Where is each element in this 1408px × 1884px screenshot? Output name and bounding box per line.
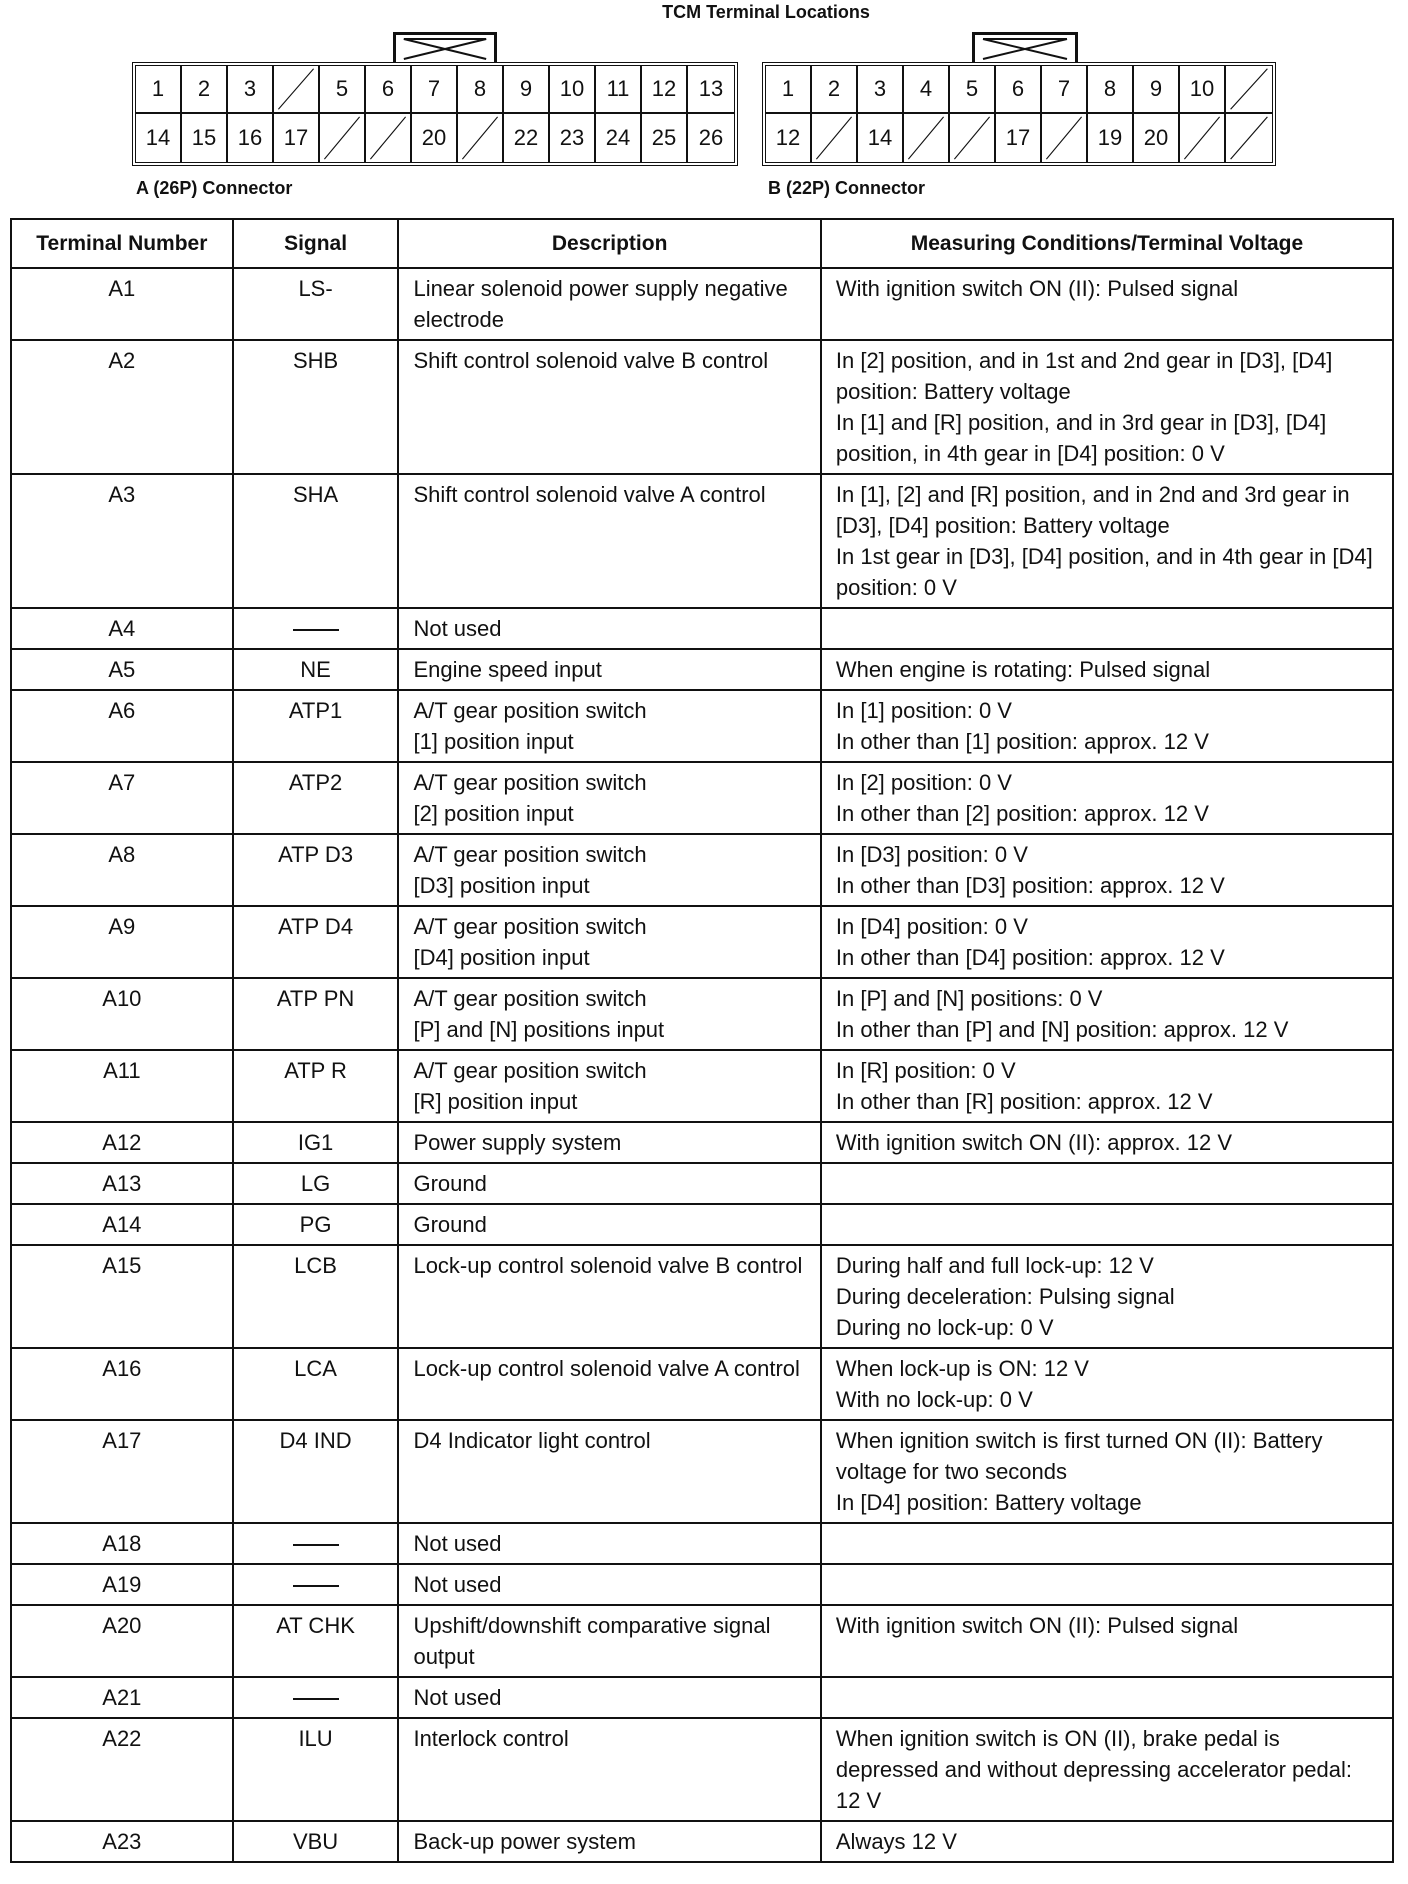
connector-b-cavity-empty xyxy=(1042,114,1088,162)
signal-cell: AT CHK xyxy=(233,1605,399,1677)
measuring-conditions-cell: In [2] position: 0 V In other than [2] position: approx. 12 V xyxy=(821,762,1393,834)
connector-b-cavity-empty xyxy=(1226,114,1272,162)
terminal-table xyxy=(10,218,1394,1863)
connector-b-pin: 2 xyxy=(812,66,858,114)
terminal-number-cell: A8 xyxy=(11,834,233,906)
terminal-number-cell: A12 xyxy=(11,1122,233,1163)
connector-a-lock-tab xyxy=(393,32,497,62)
description-cell: A/T gear position switch [2] position input xyxy=(398,762,820,834)
terminal-number-cell: A22 xyxy=(11,1718,233,1821)
connector-b-pin: 14 xyxy=(858,114,904,162)
description-cell: Power supply system xyxy=(398,1122,820,1163)
connector-a-pin: 26 xyxy=(698,125,724,150)
dash-placeholder xyxy=(293,1585,339,1587)
connector-b-cavity-empty xyxy=(812,114,858,162)
table-row xyxy=(11,834,1393,906)
signal-cell xyxy=(233,608,399,649)
table-row xyxy=(11,1163,1393,1204)
description-cell: Not used xyxy=(398,1523,820,1564)
terminal-number-cell: A11 xyxy=(11,1050,233,1122)
terminal-number-cell: A23 xyxy=(11,1821,233,1862)
measuring-conditions-cell: With ignition switch ON (II): Pulsed signal xyxy=(821,1605,1393,1677)
connector-a-pin: 23 xyxy=(550,114,596,162)
connector-b-cavity-empty xyxy=(950,114,996,162)
signal-cell xyxy=(233,1523,399,1564)
page-title: TCM Terminal Locations xyxy=(662,2,870,22)
table-row xyxy=(11,1564,1393,1605)
table-row xyxy=(11,1677,1393,1718)
connector-a-pin: 25 xyxy=(642,114,688,162)
table-row xyxy=(11,690,1393,762)
terminal-number-cell: A2 xyxy=(11,340,233,474)
description-cell: A/T gear position switch [D3] position input xyxy=(398,834,820,906)
signal-cell xyxy=(233,1564,399,1605)
connector-b-pin: 5 xyxy=(950,66,996,114)
table-row xyxy=(11,1348,1393,1420)
connector-a-pin: 24 xyxy=(596,114,642,162)
signal-cell: SHB xyxy=(233,340,399,474)
description-cell: A/T gear position switch [P] and [N] positions input xyxy=(398,978,820,1050)
table-row xyxy=(11,1204,1393,1245)
description-cell: A/T gear position switch [D4] position input xyxy=(398,906,820,978)
measuring-conditions-cell: When ignition switch is first turned ON (II): Battery voltage for two seconds In [D4] position: Battery voltage xyxy=(821,1420,1393,1523)
signal-cell: LCB xyxy=(233,1245,399,1348)
description-cell: Back-up power system xyxy=(398,1821,820,1862)
measuring-conditions-cell: In [P] and [N] positions: 0 V In other than [P] and [N] position: approx. 12 V xyxy=(821,978,1393,1050)
table-row xyxy=(11,1420,1393,1523)
table-row xyxy=(11,474,1393,608)
connector-a-pin: 6 xyxy=(366,66,412,114)
header-signal: Signal xyxy=(233,219,399,268)
connector-a-pin: 1 xyxy=(136,66,182,114)
description-cell: A/T gear position switch [1] position input xyxy=(398,690,820,762)
table-row xyxy=(11,1821,1393,1862)
connector-b-pin: 3 xyxy=(858,66,904,114)
terminal-number-cell: A13 xyxy=(11,1163,233,1204)
table-row xyxy=(11,608,1393,649)
terminal-number-cell: A10 xyxy=(11,978,233,1050)
table-row xyxy=(11,268,1393,340)
connector-a-diagram xyxy=(132,62,738,166)
connector-b-diagram xyxy=(762,62,1276,166)
description-cell: Lock-up control solenoid valve A control xyxy=(398,1348,820,1420)
header-description: Description xyxy=(398,219,820,268)
connector-a-cavity-empty xyxy=(458,114,504,162)
connector-a-pin: 11 xyxy=(596,66,642,114)
table-row xyxy=(11,762,1393,834)
measuring-conditions-cell: With ignition switch ON (II): Pulsed signal xyxy=(821,268,1393,340)
signal-cell: SHA xyxy=(233,474,399,608)
terminal-number-cell: A16 xyxy=(11,1348,233,1420)
connector-b-pin: 6 xyxy=(996,66,1042,114)
signal-cell: ATP D4 xyxy=(233,906,399,978)
signal-cell: ILU xyxy=(233,1718,399,1821)
signal-cell: ATP1 xyxy=(233,690,399,762)
measuring-conditions-cell: In [2] position, and in 1st and 2nd gear in [D3], [D4] position: Battery voltage In [1] and [R] position, and in 3rd gear in [D3], [D4] position, in 4th gear in [D4] position: 0 V xyxy=(821,340,1393,474)
description-cell: Shift control solenoid valve B control xyxy=(398,340,820,474)
connector-b-cavity-empty xyxy=(1226,66,1272,114)
connector-b-pin: 17 xyxy=(996,114,1042,162)
dash-placeholder xyxy=(293,1698,339,1700)
terminal-number-cell: A5 xyxy=(11,649,233,690)
signal-cell xyxy=(233,1677,399,1718)
description-cell: Upshift/downshift comparative signal output xyxy=(398,1605,820,1677)
connector-a-pin: 20 xyxy=(412,114,458,162)
description-cell: Shift control solenoid valve A control xyxy=(398,474,820,608)
description-cell: Ground xyxy=(398,1163,820,1204)
connector-a-cavity-empty xyxy=(366,114,412,162)
terminal-number-cell: A18 xyxy=(11,1523,233,1564)
table-row xyxy=(11,978,1393,1050)
measuring-conditions-cell: In [D3] position: 0 V In other than [D3] position: approx. 12 V xyxy=(821,834,1393,906)
measuring-conditions-cell: During half and full lock-up: 12 V During deceleration: Pulsing signal During no lock-up: 0 V xyxy=(821,1245,1393,1348)
signal-cell: ATP PN xyxy=(233,978,399,1050)
connector-b-cavity-empty xyxy=(904,114,950,162)
measuring-conditions-cell xyxy=(821,1564,1393,1605)
table-row xyxy=(11,1605,1393,1677)
dash-placeholder xyxy=(293,1544,339,1546)
connector-a-pin: 15 xyxy=(182,114,228,162)
signal-cell: VBU xyxy=(233,1821,399,1862)
measuring-conditions-cell xyxy=(821,1204,1393,1245)
signal-cell: ATP D3 xyxy=(233,834,399,906)
description-cell: D4 Indicator light control xyxy=(398,1420,820,1523)
connector-b-pin: 7 xyxy=(1042,66,1088,114)
connector-a-pin: 17 xyxy=(274,114,320,162)
dash-placeholder xyxy=(293,629,339,631)
measuring-conditions-cell xyxy=(821,1677,1393,1718)
terminal-number-cell: A21 xyxy=(11,1677,233,1718)
description-cell: Engine speed input xyxy=(398,649,820,690)
terminal-number-cell: A4 xyxy=(11,608,233,649)
connector-a-pin: 14 xyxy=(136,114,182,162)
terminal-number-cell: A7 xyxy=(11,762,233,834)
header-terminal-number: Terminal Number xyxy=(11,219,233,268)
connector-b-pin: 4 xyxy=(904,66,950,114)
table-row xyxy=(11,1245,1393,1348)
connector-a-pin: 2 xyxy=(182,66,228,114)
connector-a-pin: 9 xyxy=(504,66,550,114)
table-row xyxy=(11,1718,1393,1821)
table-row xyxy=(11,340,1393,474)
connector-a-pin: 13 xyxy=(688,66,734,114)
table-row xyxy=(11,1050,1393,1122)
measuring-conditions-cell: With ignition switch ON (II): approx. 12 V xyxy=(821,1122,1393,1163)
measuring-conditions-cell: In [D4] position: 0 V In other than [D4] position: approx. 12 V xyxy=(821,906,1393,978)
measuring-conditions-cell xyxy=(821,608,1393,649)
measuring-conditions-cell: Always 12 V xyxy=(821,1821,1393,1862)
description-cell: Ground xyxy=(398,1204,820,1245)
description-cell: Interlock control xyxy=(398,1718,820,1821)
table-header-row xyxy=(11,219,1393,268)
terminal-number-cell: A17 xyxy=(11,1420,233,1523)
measuring-conditions-cell xyxy=(821,1163,1393,1204)
description-cell: Lock-up control solenoid valve B control xyxy=(398,1245,820,1348)
connector-b-pin: 10 xyxy=(1180,66,1226,114)
terminal-number-cell: A15 xyxy=(11,1245,233,1348)
signal-cell: PG xyxy=(233,1204,399,1245)
connector-a-pin: 5 xyxy=(320,66,366,114)
description-cell: A/T gear position switch [R] position input xyxy=(398,1050,820,1122)
description-cell: Not used xyxy=(398,1564,820,1605)
connector-b-lock-tab xyxy=(972,32,1078,62)
connector-b-label: B (22P) Connector xyxy=(768,178,926,198)
measuring-conditions-cell: In [1], [2] and [R] position, and in 2nd and 3rd gear in [D3], [D4] position: Battery voltage In 1st gear in [D3], [D4] position, and in 4th gear in [D4] position: 0 V xyxy=(821,474,1393,608)
terminal-number-cell: A3 xyxy=(11,474,233,608)
connector-a-cavity-empty xyxy=(320,114,366,162)
signal-cell: ATP2 xyxy=(233,762,399,834)
terminal-number-cell: A14 xyxy=(11,1204,233,1245)
terminal-number-cell: A6 xyxy=(11,690,233,762)
connector-a-pin: 10 xyxy=(550,66,596,114)
measuring-conditions-cell: In [1] position: 0 V In other than [1] position: approx. 12 V xyxy=(821,690,1393,762)
measuring-conditions-cell: When ignition switch is ON (II), brake pedal is depressed and without depressing accelerator pedal: 12 V xyxy=(821,1718,1393,1821)
table-row xyxy=(11,1523,1393,1564)
terminal-number-cell: A19 xyxy=(11,1564,233,1605)
header-measuring-conditions: Measuring Conditions/Terminal Voltage xyxy=(821,219,1393,268)
table-row xyxy=(11,649,1393,690)
connector-a-pin: 3 xyxy=(228,66,274,114)
measuring-conditions-cell xyxy=(821,1523,1393,1564)
terminal-number-cell: A1 xyxy=(11,268,233,340)
connector-a-pin: 7 xyxy=(412,66,458,114)
connector-b-pin: 9 xyxy=(1134,66,1180,114)
terminal-number-cell: A20 xyxy=(11,1605,233,1677)
connector-a-pin: 12 xyxy=(642,66,688,114)
table-row xyxy=(11,906,1393,978)
measuring-conditions-cell: In [R] position: 0 V In other than [R] position: approx. 12 V xyxy=(821,1050,1393,1122)
connector-a-pin: 16 xyxy=(228,114,274,162)
description-cell: Not used xyxy=(398,608,820,649)
connector-a-label: A (26P) Connector xyxy=(136,178,293,198)
description-cell: Not used xyxy=(398,1677,820,1718)
signal-cell: LG xyxy=(233,1163,399,1204)
connector-a-pin: 8 xyxy=(458,66,504,114)
connector-b-pin: 12 xyxy=(766,114,812,162)
signal-cell: ATP R xyxy=(233,1050,399,1122)
signal-cell: LS- xyxy=(233,268,399,340)
signal-cell: D4 IND xyxy=(233,1420,399,1523)
connector-b-pin: 19 xyxy=(1088,114,1134,162)
measuring-conditions-cell: When lock-up is ON: 12 V With no lock-up: 0 V xyxy=(821,1348,1393,1420)
signal-cell: LCA xyxy=(233,1348,399,1420)
connector-a-pin: 22 xyxy=(504,114,550,162)
connector-b-pin: 8 xyxy=(1088,66,1134,114)
connector-b-pin: 20 xyxy=(1134,114,1180,162)
connector-a-cavity-empty xyxy=(274,66,320,114)
signal-cell: IG1 xyxy=(233,1122,399,1163)
connector-b-cavity-empty xyxy=(1180,114,1226,162)
terminal-number-cell: A9 xyxy=(11,906,233,978)
description-cell: Linear solenoid power supply negative electrode xyxy=(398,268,820,340)
measuring-conditions-cell: When engine is rotating: Pulsed signal xyxy=(821,649,1393,690)
connector-b-pin: 1 xyxy=(766,66,812,114)
signal-cell: NE xyxy=(233,649,399,690)
table-row xyxy=(11,1122,1393,1163)
